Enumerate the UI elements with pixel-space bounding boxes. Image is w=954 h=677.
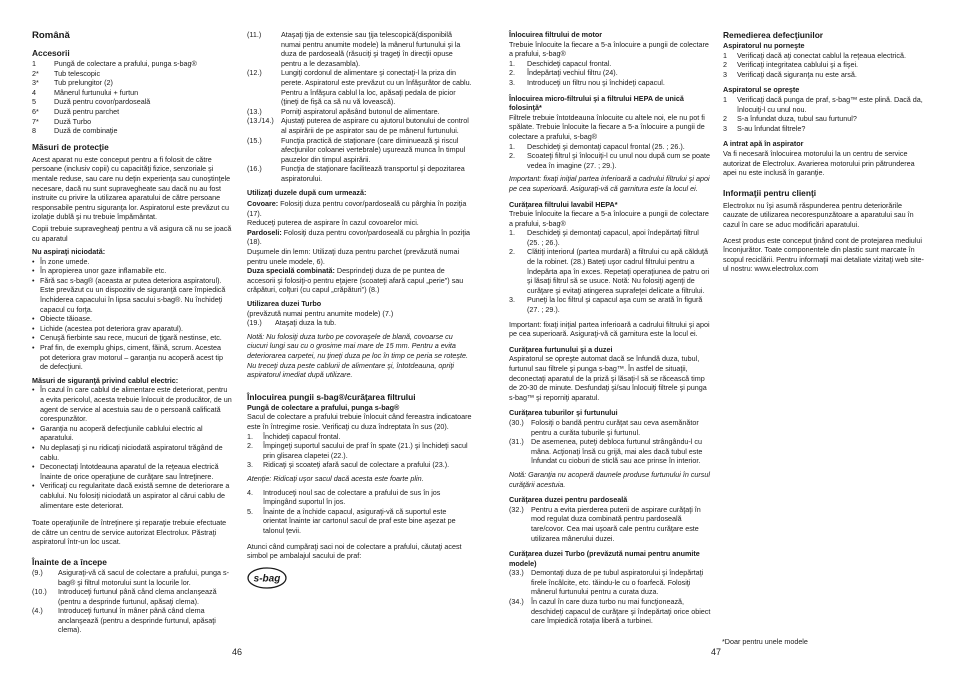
accessories-list	[32, 59, 232, 136]
item-text: Înainte de a închide capacul, asiguraţi-vă că suportul este orientat înainte iar cartonul sacul de praf este bine aşezat pe talonul ţevii.	[263, 506, 456, 535]
list-item	[32, 59, 232, 69]
item-number: 1.	[509, 228, 515, 238]
item-number: (9.)	[32, 567, 43, 577]
turbo-clean-title: Curăţarea duzei Turbo (prevăzută numai pentru anumite modele)	[509, 549, 700, 568]
bag-steps-2	[247, 488, 472, 536]
item-text: Deschideţi şi demontaţi capacul, apoi îndepărtaţi filtrul (25. ; 26.).	[527, 228, 699, 247]
item-text: Mânerul furtunului + furtun	[54, 87, 139, 97]
page-number-right: 47	[711, 647, 722, 657]
bullet-item	[32, 266, 232, 276]
floor-title: Curăţarea duzei pentru pardoseală	[509, 495, 628, 505]
item-text: Duză pentru covor/pardoseală	[54, 97, 151, 107]
bag-subtitle: Pungă de colectare a prafului, punga s-bag®	[247, 402, 400, 412]
list-item	[32, 88, 232, 98]
item-number: 1	[723, 94, 727, 104]
item-number: (31.)	[509, 437, 524, 447]
bullet-item	[32, 385, 232, 423]
item-number: (13./14.)	[247, 116, 274, 126]
bullet-icon: •	[32, 481, 35, 491]
list-item	[247, 68, 472, 106]
bullet-text: În zone umede.	[40, 256, 90, 266]
item-text: Duză pentru parchet	[54, 106, 120, 116]
list-item	[723, 114, 928, 124]
bullet-text: În apropierea unor gaze inflamabile etc.	[40, 266, 167, 276]
list-item	[723, 95, 928, 114]
list-item	[509, 247, 712, 295]
item-text: Ataşaţi ţija de extensie sau ţija telescopică(disponibilă numai pentru anumite modele) la mânerul furtunului şi la duza de pardoseală (răsuciţi şi trageţi în direcţii opuse pentru a le dezasambla).	[281, 30, 461, 68]
list-item	[509, 151, 712, 170]
tubes-title: Curăţarea tuburilor şi furtunului	[509, 408, 618, 418]
list-item	[32, 117, 232, 127]
list-item	[247, 507, 472, 536]
bullet-text: Obiecte tăioase.	[40, 314, 92, 324]
item-text: Lungiţi cordonul de alimentare şi conectaţi-l la priza din perete. Aspiratorul este prevăzut cu un înfăşurător de cablu. Pentru a înfăşura cablul la loc, apăsaţi pedala de picior (ţineţi de fişă ca să nu vă lovească).	[281, 68, 472, 107]
safety-text: Acest aparat nu este conceput pentru a fi folosit de către persoane (inclusiv copii) cu capacităţi fizice, senzoriale şi mentale reduse, sau care nu deţin experienţa sau cunoştinţele necesare, dacă nu sunt supravegheate sau dacă nu au fost instruite cu privire la utilizarea aparatului de către persoane responsabile pentru siguranţa lor. Aspiratorul este prevăzut cu izolaţie dublă şi nu trebuie împământat.	[32, 154, 231, 222]
bullet-icon: •	[32, 275, 35, 285]
language-title: Română	[32, 30, 70, 41]
assembly-steps	[247, 30, 472, 184]
pardoseli-text2: Duşumele din lemn: Utilizaţi duza pentru parchet (prevăzută numai pentru unele modele, 6).	[247, 247, 460, 266]
list-item	[32, 126, 232, 136]
list-item	[509, 505, 712, 543]
item-number: 2*	[32, 68, 39, 78]
item-number: 2.	[509, 151, 515, 161]
bag-title: Înlocuirea pungii s-bag®/curăţarea filtrului	[247, 391, 416, 402]
combined-label: Duza specială combinată:	[247, 266, 335, 276]
list-item	[509, 568, 712, 597]
item-text: S-a înfundat duza, tubul sau furtunul?	[737, 114, 857, 124]
item-number: (32.)	[509, 504, 524, 514]
item-text: Funcţia practică de staţionare (care diminuează şi riscul afecţiunilor coloanei vertebrale) uşurează munca în timpul pauzelor din timpul aspirării.	[281, 135, 466, 164]
item-text: Verificaţi dacă aţi conectat cablul la reţeaua electrică.	[737, 50, 907, 60]
pardoseli-label: Pardoseli:	[247, 227, 282, 237]
step-number: (19.)	[247, 318, 262, 328]
list-item	[723, 60, 928, 70]
item-text: Puneţi la loc filtrul şi capacul aşa cum se arată în figură (27. ; 29.).	[527, 295, 703, 315]
children-text: Copii trebuie supravegheaţi pentru a vă asigura că nu se joacă cu aparatul	[32, 223, 232, 243]
item-number: 2.	[509, 68, 515, 78]
bullet-item	[32, 343, 232, 372]
bullet-icon: •	[32, 423, 35, 433]
list-item	[32, 97, 232, 107]
list-item	[247, 116, 472, 135]
item-number: (30.)	[509, 417, 524, 427]
list-item	[247, 30, 472, 68]
item-text: S-au înfundat filtrele?	[737, 123, 806, 133]
item-number: 6*	[32, 106, 39, 116]
item-number: 1	[723, 50, 727, 60]
list-item	[247, 136, 472, 165]
bullet-item	[32, 462, 232, 481]
item-text: Demontaţi duza de pe tubul aspiratorului şi îndepărtaţi firele încâlcite, etc. tăindu-le cu o foarfecă. Folosiţi mânerul furtunului pentru a curata duza.	[531, 568, 704, 597]
hepa-note: Important: fixaţi iniţial partea inferioară a cadrului filtrului şi apoi pe cea superioară. Asiguraţi-vă că garnitura este la locul ei.	[509, 319, 710, 339]
nozzles-title: Utilizaţi duzele după cum urmează:	[247, 187, 367, 197]
start-list	[32, 568, 232, 635]
info-text-1: Electrolux nu îşi asumă răspunderea pentru deteriorările cauzate de utilizarea necorespunzătoare a aparatului sau în cazul în care se aduc modificări aparatului.	[723, 200, 914, 229]
item-number: (13.)	[247, 106, 262, 116]
item-number: (4.)	[32, 606, 43, 616]
never-title: Nu aspiraţi niciodată:	[32, 247, 106, 257]
micro-steps	[509, 142, 712, 171]
list-item	[509, 437, 712, 466]
bullet-icon: •	[32, 256, 35, 266]
accessories-title: Accesorii	[32, 48, 70, 58]
item-number: 1.	[509, 58, 515, 68]
item-text: Tub prelungitor (2)	[54, 78, 113, 88]
turbo-text: (prevăzută numai pentru anumite modele) (7.)	[247, 308, 394, 318]
bullet-text: Fără sac s-bag® (aceasta ar putea deteriora aspiratorul). Este prevăzut cu un dispozitiv de siguranţă care împiedică închiderea capacului în lipsa sacului s-bag®. Nu închideţi capacul cu forţa.	[40, 275, 226, 314]
bullet-icon: •	[32, 266, 35, 276]
list-item	[32, 587, 232, 606]
bullet-item	[32, 276, 232, 314]
item-text: Duză Turbo	[54, 116, 92, 126]
item-text: Folosiţi o bandă pentru curăţat sau ceva asemănător pentru a curăta tuburile şi furtunul.	[531, 417, 699, 437]
water-title: A intrat apă în aspirator	[723, 139, 804, 149]
left-page-column-2	[247, 30, 472, 591]
item-number: (33.)	[509, 568, 524, 578]
item-text: Verificaţi dacă punga de praf, s-bag™ este plină. Dacă da, înlocuiţi-l cu unul nou.	[737, 94, 923, 114]
bullet-item	[32, 324, 232, 334]
right-page-column-1	[509, 30, 712, 626]
list-item	[32, 107, 232, 117]
item-text: Pungă de colectare a prafului, punga s-bag®	[54, 59, 197, 68]
item-text: Tub telescopic	[54, 68, 101, 78]
bullet-icon: •	[32, 333, 35, 343]
item-text: Scoateţi filtrul şi înlocuiţi-l cu unul nou după cum se poate vedea în imagine (27. ; 29.).	[527, 151, 710, 170]
item-number: 3.	[509, 77, 515, 87]
nostart-steps	[723, 51, 928, 80]
item-number: (11.)	[247, 30, 262, 39]
footnote: *Doar pentru unele modele	[722, 637, 808, 646]
item-number: 1.	[509, 141, 515, 151]
bag-steps	[247, 432, 472, 470]
list-item	[723, 51, 928, 61]
covoare-paragraph	[247, 199, 472, 218]
micro-text: Filtrele trebuie întotdeauna înlocuite cu altele noi, ele nu pot fi spălate. Trebuie înlocuite la fiecare a 5-a înlocuire a pungii de colectare a prafului, s-bag®	[509, 112, 705, 141]
item-text: Îndepărtaţi vechiul filtru (24).	[527, 68, 618, 78]
list-item	[509, 78, 712, 88]
bullet-icon: •	[32, 343, 35, 353]
bag-note: Atenţie: Ridicaţi uşor sacul dacă acesta este foarte plin.	[247, 473, 424, 483]
item-text: Împingeţi suportul sacului de praf în spate (21.) şi închideţi sacul prin glisarea clapetei (22.).	[263, 441, 468, 460]
water-text: Va fi necesară înlocuirea motorului la un centru de service autorizat de Electrolux. Avarierea motorului prin pătrunderea apei nu este inclusă în garanţie.	[723, 148, 915, 178]
item-text: Porniţi aspiratorul apăsând butonul de alimentare.	[281, 106, 440, 116]
motor-title: Înlocuirea filtrului de motor	[509, 30, 603, 39]
item-number: 8	[32, 126, 36, 136]
item-text: Verificaţi integritatea cablului şi a fişei.	[737, 60, 859, 70]
list-item	[32, 78, 232, 88]
right-page-column-2	[723, 30, 928, 274]
hose-title: Curăţarea furtunului şi a duzei	[509, 344, 613, 354]
hose-text: Aspiratorul se opreşte automat dacă se înfundă duza, tubul, furtunul sau filtrele şi punga s-bag™. În astfel de situaţii, deconectaţi aparatul de la priză şi lăsaţi-l să se răcească timp de 20-30 de minute. Desfundaţi şi/sau înlocuiţi filtrele şi punga s-bag™ şi reporniţi aparatul.	[509, 354, 707, 402]
turbo-note: Notă: Nu folosiţi duza turbo pe covoraşele de blană, covoarse cu ciucuri lungi sau cu o grosime mai mare de 15 mm. Pentru a evita deteriorarea carpetei, nu ţineţi duza pe loc în timp ce peria se roteşte. Nu treceţi duza peste cablurii de alimentare şi, întotdeauna, opriţi aspiratorul imediat după utilizare.	[247, 331, 468, 380]
item-text: Verificaţi dacă siguranţa nu este arsă.	[737, 69, 857, 79]
item-text: Introduceţi furtunul în mâner până când clema anclanşează (pentru a desprinde furtunul, apăsaţi clema).	[58, 606, 216, 635]
list-item	[509, 59, 712, 69]
list-item	[32, 69, 232, 79]
item-number: 5	[32, 97, 36, 107]
list-item	[509, 597, 712, 626]
item-number: 3	[723, 123, 727, 133]
combined-text: Desprindeţi duza de pe puntea de accesorii şi folosiţi-o pentru eţajere (scoateţi afară capul „perie") sau crăpături, colţuri (cu capul „crăpături") (8.)	[247, 266, 464, 295]
bullet-text: Lichide (acestea pot deteriora grav aparatul).	[40, 323, 184, 333]
buy-text: Atunci când cumpăraţi saci noi de colectare a prafului, căutaţi acest simbol pe ambalajul sacului de praf:	[247, 541, 462, 561]
item-number: (34.)	[509, 597, 524, 607]
left-page-column-1	[32, 30, 232, 635]
hepa-steps	[509, 228, 712, 314]
item-number: 3*	[32, 78, 39, 88]
tubes-note: Notă: Garanţia nu acoperă daunele produse furtunului în cursul curăţării acestuia.	[509, 469, 710, 489]
item-text: Introduceţi noul sac de colectare a prafului de sus în jos împingând suportul în jos.	[263, 487, 441, 507]
item-text: Introduceţi un filtru nou şi închideţi capacul.	[527, 77, 665, 87]
item-number: 4	[32, 87, 36, 97]
bullet-icon: •	[32, 442, 35, 452]
item-number: 2.	[509, 247, 515, 257]
bullet-item	[32, 314, 232, 324]
bullet-icon: •	[32, 462, 35, 472]
item-text: Introduceţi furtunul până când clema anclanşează (pentru a desprinde furtunul, apăsaţi clema).	[58, 587, 217, 606]
list-item	[509, 418, 712, 437]
bullet-text: Cenuşă fierbinte sau rece, mucuri de ţigară nestinse, etc.	[40, 333, 222, 343]
item-text: De asemenea, puteţi debloca furtunul strângându-l cu mâna. Acţionaţi însă cu grijă, mai ales dacă tubul este înfundat cu cioburi de sticlă sau ace prinse în interior.	[531, 437, 703, 466]
item-number: 2	[723, 114, 727, 124]
item-number: 3.	[509, 295, 515, 305]
info-text-2: Acest produs este conceput ţinând cont de protejarea mediului înconjurător. Toate componentele din plastic sunt marcate în scopul reciclării. Pentru informaţii mai detaliate vizitaţi web site-ul nostru: www.electrolux.com	[723, 235, 924, 274]
hepa-text: Trebuie înlocuite la fiecare a 5-a înlocuire a pungii de colectare a prafului, s-bag®	[509, 209, 709, 228]
bullet-text: Nu deplasaţi şi nu ridicaţi niciodată aspiratorul trăgând de cablu.	[40, 442, 223, 462]
nostart-title: Aspiratorul nu porneşte	[723, 41, 805, 50]
bullet-icon: •	[32, 314, 35, 324]
tubes-steps	[509, 418, 712, 466]
item-number: 3.	[247, 460, 253, 470]
bullet-icon: •	[32, 385, 35, 395]
list-item	[247, 460, 472, 470]
item-text: Ajustaţi puterea de aspirare cu ajutorul butonului de control al aspirării de pe aspirator sau de pe mânerul furtunului.	[281, 116, 469, 135]
covoare-label: Covoare:	[247, 199, 279, 209]
bullet-item	[32, 443, 232, 462]
s-bag-logo-text: s-bag	[253, 573, 281, 585]
list-item	[509, 228, 712, 247]
item-text: Închideţi capacul frontal.	[263, 431, 341, 441]
item-number: 2.	[247, 441, 253, 451]
list-item	[32, 568, 232, 587]
item-number: 1.	[247, 431, 253, 441]
item-text: În cazul în care duza turbo nu mai funcţionează, deschideţi capacul de curăţare şi îndepărtaţi orice obiect care împiedică rotaţia liberă a turbinei.	[531, 597, 711, 626]
item-number: 3	[723, 69, 727, 79]
list-item	[247, 107, 472, 117]
item-number: 4.	[247, 487, 253, 497]
hepa-title: Curăţarea filtrului lavabil HEPA*	[509, 199, 618, 209]
bullet-icon: •	[32, 323, 35, 333]
bullet-text: În cazul în care cablul de alimentare este deteriorat, pentru a evita pericolul, acesta trebuie înlocuit de producător, de un agent de service al acestuia sau de o persoană calificată corespunzător.	[40, 385, 232, 424]
motor-text: Trebuie înlocuite la fiecare a 5-a înlocuire a pungii de colectare a prafului, s-bag®	[509, 39, 709, 59]
cable-title: Măsuri de siguranţă privind cablul electric:	[32, 375, 179, 385]
item-text: Funcţia de staţionare facilitează transportul şi depozitarea aspiratorului.	[281, 164, 465, 183]
bullet-text: Verificaţi cu regularitate dacă există semne de deteriorare a cablului. Nu folosiţi niciodată un aspirator al cărui cablu de alimentare este deteriorat.	[40, 481, 230, 510]
bullet-item	[32, 481, 232, 510]
stops-steps	[723, 95, 928, 133]
item-number: (10.)	[32, 587, 47, 597]
micro-title: Înlocuirea micro-filtrului şi a filtrului HEPA de unică folosinţă*	[509, 93, 684, 113]
info-title: Informaţii pentru clienţi	[723, 187, 817, 198]
motor-steps	[509, 59, 712, 88]
turbo-clean-steps	[509, 568, 712, 626]
s-bag-logo	[247, 567, 287, 589]
list-item	[247, 164, 472, 183]
floor-steps	[509, 505, 712, 543]
list-item	[509, 295, 712, 314]
list-item	[723, 70, 928, 80]
service-text: Toate operaţiunile de întreţinere şi reparaţie trebuie efectuate de către un centru de service autorizat Electrolux. Păstraţi aspiratorul într-un loc uscat.	[32, 518, 227, 547]
covoare-text: Folosiţi duza pentru covor/pardoseală cu pârghia în poziţia (17).	[247, 199, 467, 218]
step-text: Ataşaţi duza la tub.	[275, 318, 337, 328]
list-item	[723, 124, 928, 134]
bullet-item	[32, 424, 232, 443]
item-number: (15.)	[247, 135, 262, 145]
start-title: Înainte de a începe	[32, 556, 107, 567]
never-list	[32, 257, 232, 372]
bullet-item	[32, 333, 232, 343]
trouble-title: Remedierea defecţiunilor	[723, 30, 824, 40]
item-text: Ridicaţi şi scoateţi afară sacul de colectare a prafului (23.).	[263, 460, 450, 470]
list-item	[509, 142, 712, 152]
bullet-text: Garanţia nu acoperă defecţiunile cablului electric al aparatului.	[40, 423, 203, 443]
item-number: (12.)	[247, 68, 262, 78]
stops-title: Aspiratorul se opreşte	[723, 85, 800, 95]
item-text: Deschideţi capacul frontal.	[527, 58, 612, 68]
bullet-text: Deconectaţi întotdeauna aparatul de la reţeaua electrică înainte de orice operaţiune de curăţare sau întreţinere.	[40, 462, 219, 481]
item-text: Duză de combinaţie	[54, 126, 118, 136]
item-text: Asiguraţi-vă că sacul de colectare a prafului, punga s-bag® şi filtrul motorului sunt la locurile lor.	[58, 567, 229, 587]
combined-paragraph	[247, 266, 472, 295]
bullet-item	[32, 257, 232, 267]
item-number: 7*	[32, 116, 39, 126]
list-item	[247, 488, 472, 507]
list-item	[509, 68, 712, 78]
cable-list	[32, 385, 232, 510]
item-number: 1	[32, 59, 36, 68]
item-number: 5.	[247, 506, 253, 516]
bag-text: Sacul de colectare a prafului trebuie înlocuit când fereastra indicatoare este în întregime rosie. Verificaţi cu duza îndreptata în sus (20).	[247, 412, 472, 431]
list-item	[247, 441, 472, 460]
covoare-text2: Reduceţi puterea de aspirare în cazul covoarelor mici.	[247, 218, 419, 228]
item-text: Clătiţi interiorul (partea murdară) a filtrului cu apă călduţă de la robinet. (28.) Bateţi uşor cadrul filtrului pentru a îndepărta apa în exces. Repetaţi operaţiunea de patru ori şi lăsaţi filtrul să se usuce. Notă: Nu folosiţi agenţi de curăţare şi evitaţi atingerea suprafeţei delicate a filtrului.	[527, 247, 710, 295]
item-number: 2	[723, 60, 727, 70]
bullet-text: Praf fin, de exemplu ghips, ciment, făină, scrum. Acestea pot deteriora grav motorul – garanţia nu acoperă acest tip de defecţiuni.	[40, 343, 223, 372]
pardoseli-paragraph	[247, 228, 472, 247]
pardoseli-text: Folosiţi duza pentru covor/pardoseală cu pârghia în poziţia (18).	[247, 227, 470, 247]
list-item	[32, 606, 232, 635]
item-text: Deschideţi şi demontaţi capacul frontal (25. ; 26.).	[527, 141, 685, 151]
micro-note: Important: fixaţi iniţial partea inferioară a cadrului filtrului şi apoi pe cea superioară. Asiguraţi-vă că garnitura este la locul ei.	[509, 174, 710, 193]
item-text: Pentru a evita pierderea puterii de aspirare curăţaţi în mod regulat duza combinată pentru pardoseală tare/covor. Cea mai uşoară cale pentru curăţare este utilizarea mânerului duzei.	[531, 504, 701, 543]
safety-title: Măsuri de protecţie	[32, 141, 109, 152]
turbo-step	[247, 318, 472, 328]
item-number: (16.)	[247, 164, 262, 174]
page-number-left: 46	[232, 647, 243, 657]
list-item	[247, 432, 472, 442]
turbo-title: Utilizarea duzei Turbo	[247, 299, 322, 309]
